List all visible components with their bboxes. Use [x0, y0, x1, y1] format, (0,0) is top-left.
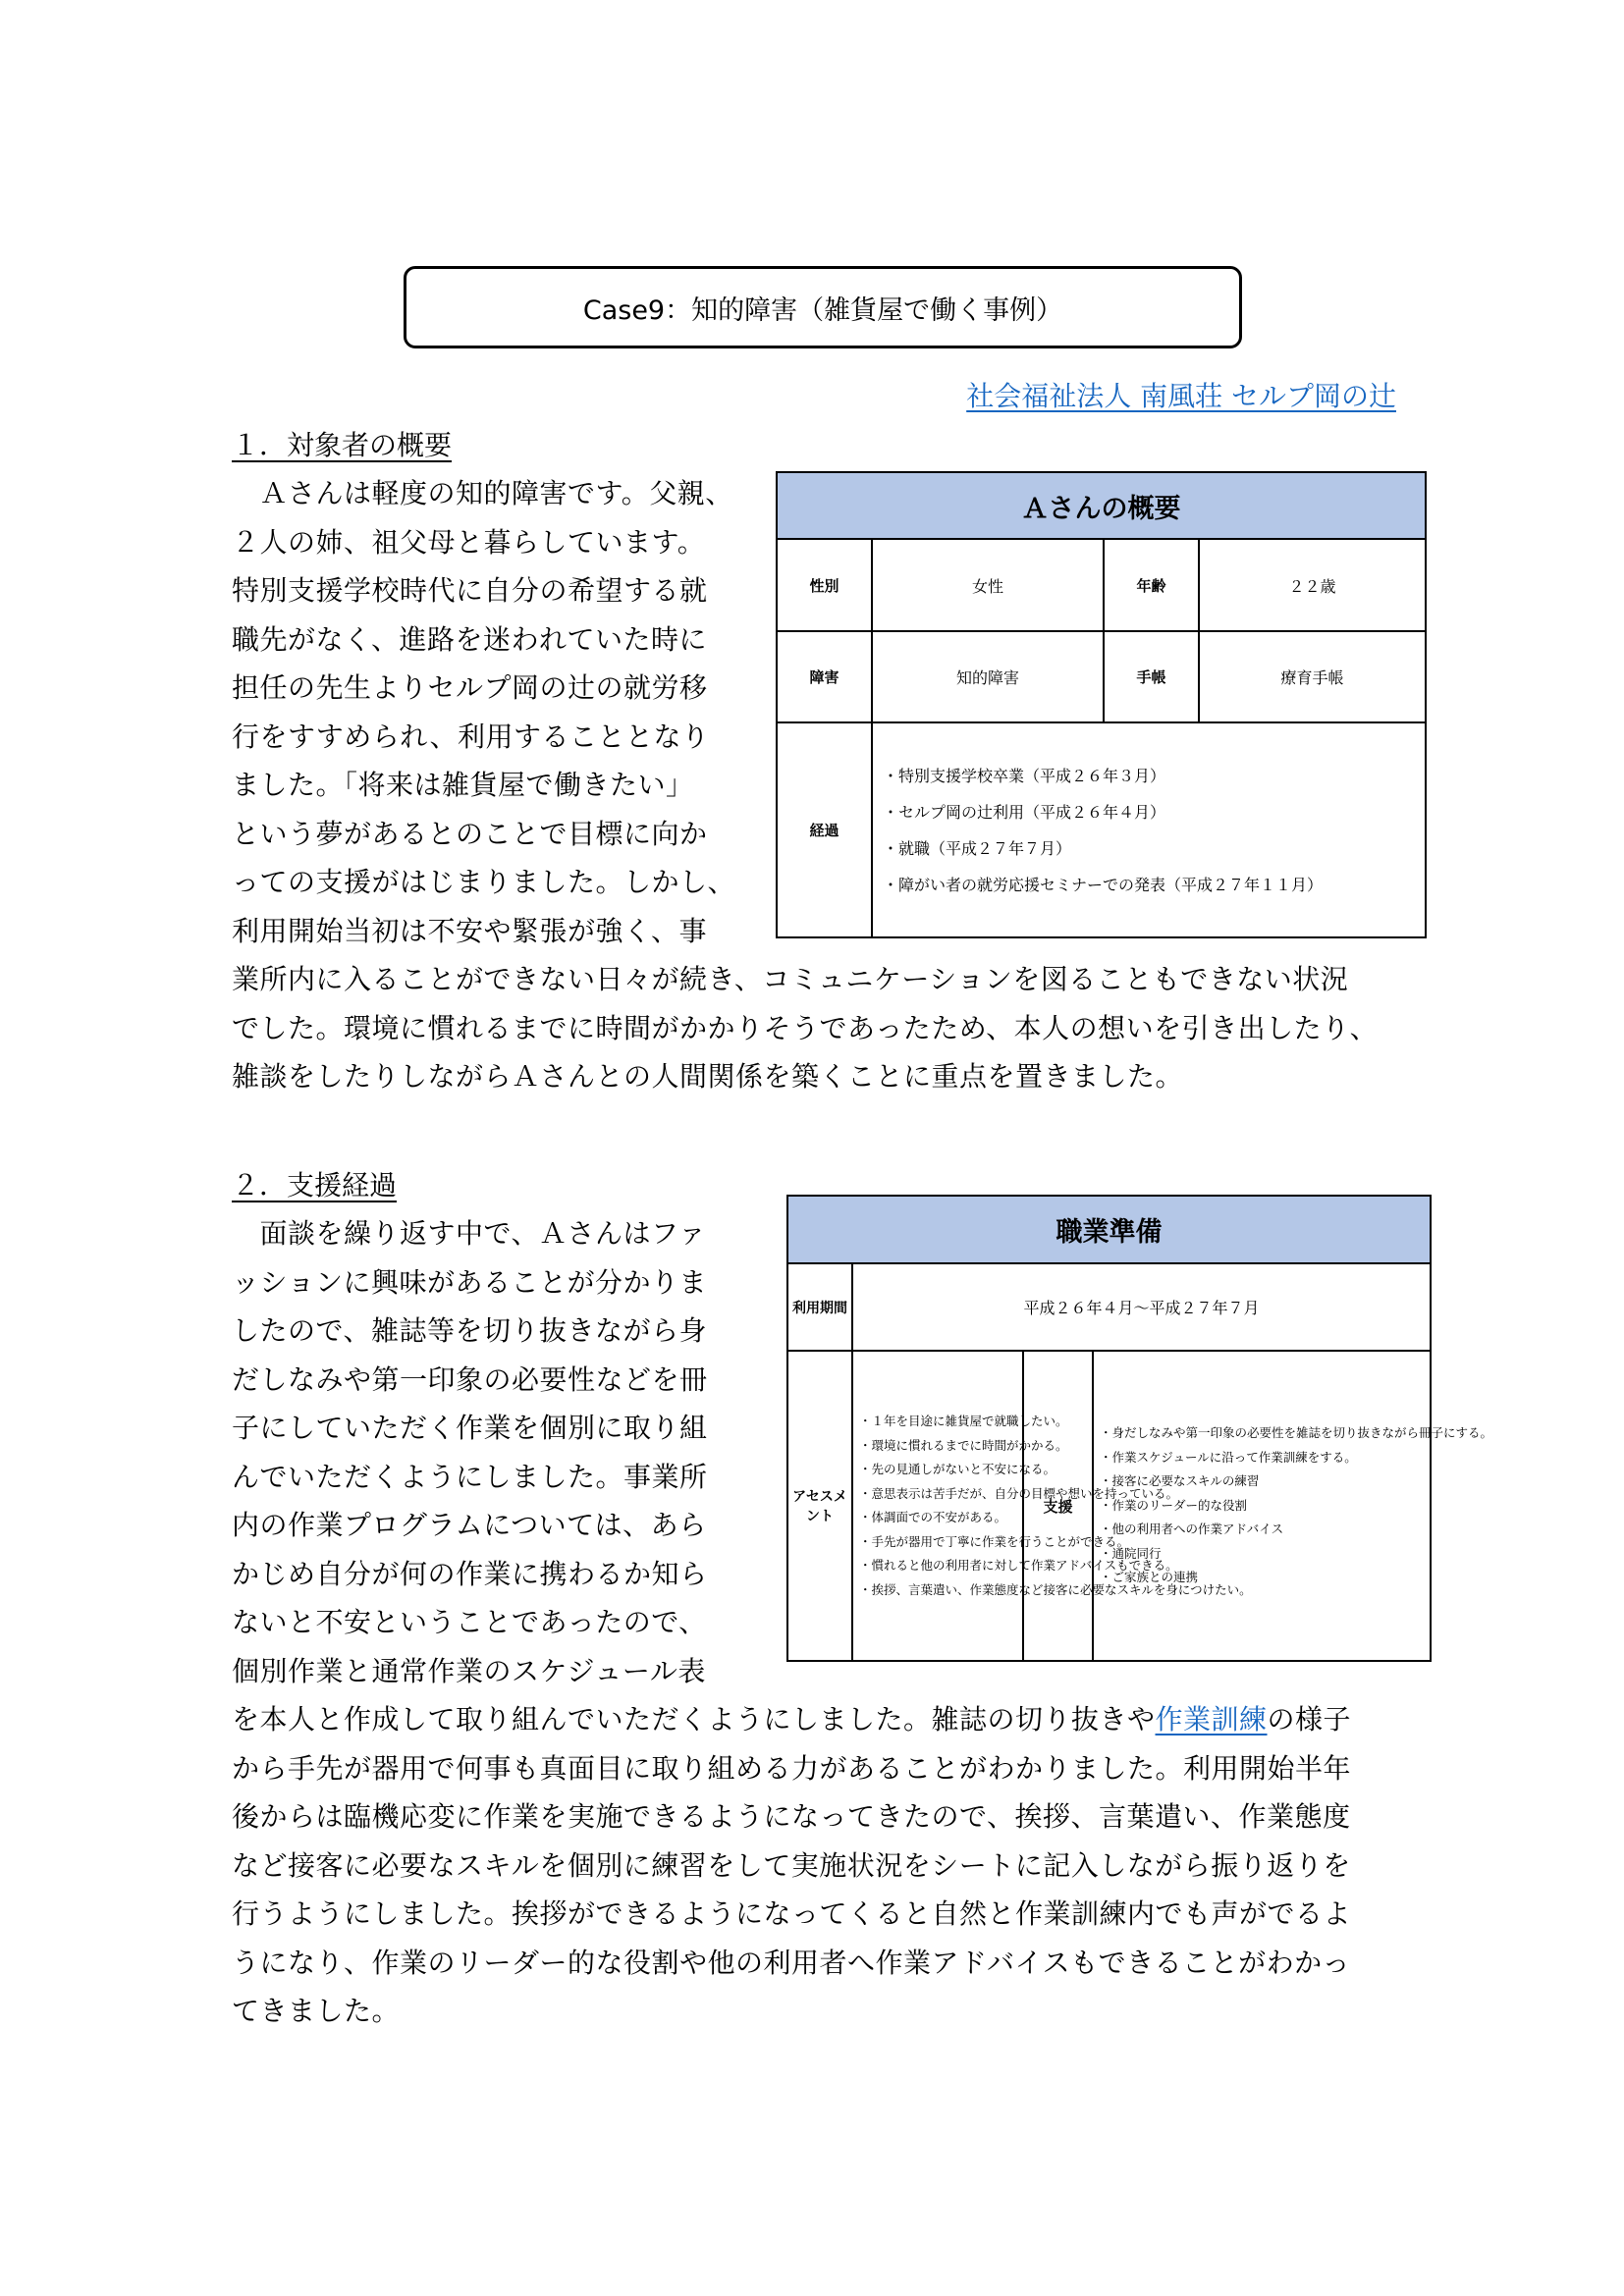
paragraph-line: ないと不安ということであったので、: [232, 1606, 707, 1638]
paragraph-line: 面談を繰り返す中で、Ａさんはファ: [232, 1217, 707, 1250]
vocational-prep-table: [786, 1195, 1493, 1662]
paragraph-line: という夢があるとのことで目標に向か: [232, 817, 708, 850]
paragraph-line: んでいただくようにしました。事業所: [232, 1460, 708, 1493]
history-item: ・就職（平成２７年７月）: [883, 838, 1072, 858]
section1-heading: １．対象者の概要: [232, 429, 453, 461]
profile-table-title: Ａさんの概要: [777, 472, 1426, 539]
assessment-item: ・慣れると他の利用者に対して作業アドバイスもできる。: [859, 1558, 1178, 1573]
paragraph-line: てきました。: [232, 1995, 401, 2027]
support-item: ・ご家族との連携: [1100, 1570, 1199, 1585]
age-value: ２２歳: [1199, 539, 1426, 631]
support-item: ・作業スケジュールに沿って作業訓練をする。: [1100, 1449, 1357, 1465]
paragraph-line-with-link: [232, 1695, 1351, 1744]
paragraph-line: ２人の姉、祖父母と暮らしています。: [232, 525, 706, 559]
assessment-item: ・意思表示は苦手だが、自分の目標や想いを持っている。: [859, 1485, 1179, 1501]
history-item: ・特別支援学校卒業（平成２６年３月）: [883, 766, 1166, 785]
paragraph-line: 職先がなく、進路を迷われていた時に: [232, 622, 707, 656]
paragraph-line: うになり、作業のリーダー的な役割や他の利用者へ作業アドバイスもできることがわかっ: [232, 1946, 1351, 1979]
gender-label: 性別: [777, 539, 872, 631]
paragraph-line: 利用開始当初は不安や緊張が強く、事: [232, 914, 707, 947]
gender-value: 女性: [872, 539, 1104, 631]
document-title: Case9：知的障害（雑貨屋で働く事例）: [582, 294, 1063, 326]
paragraph-line: ッションに興味があることが分かりま: [232, 1265, 707, 1299]
paragraph-line: したので、雑誌等を切り抜きながら身: [232, 1314, 707, 1347]
assessment-item: ・挨拶、言葉遣い、作業態度など接客に必要なスキルを身につけたい。: [859, 1581, 1252, 1597]
paragraph-line: から手先が器用で何事も真面目に取り組める力があることがわかりました。利用開始半年: [232, 1751, 1352, 1785]
assessment-item: ・体調面での不安がある。: [859, 1510, 1007, 1524]
organization-link[interactable]: 社会福祉法人 南風荘 セルプ岡の辻: [966, 380, 1396, 412]
history-item: ・セルプ岡の辻利用（平成２６年４月）: [883, 802, 1166, 822]
paragraph-line: 個別作業と通常作業のスケジュール表: [232, 1654, 706, 1687]
support-item: ・身だしなみや第一印象の必要性を雑誌を切り抜きながら冊子にする。: [1100, 1425, 1493, 1441]
disability-value: 知的障害: [872, 631, 1104, 722]
assessment-item: ・手先が器用で丁寧に作業を行うことができる。: [859, 1533, 1130, 1549]
paragraph-line: 行うようにしました。挨拶ができるようになってくると自然と作業訓練内でも声がでるよ: [232, 1897, 1352, 1930]
assessment-label: アセスメント: [787, 1351, 852, 1661]
training-link[interactable]: 作業訓練: [1155, 1703, 1268, 1735]
paragraph-line: でした。環境に慣れるまでに時間がかかりそうであったため、本人の想いを引き出したり、: [232, 1011, 1379, 1044]
period-value: 平成２６年４月～平成２７年７月: [852, 1263, 1431, 1351]
support-item: ・作業のリーダー的な役割: [1100, 1497, 1248, 1513]
handbook-label: 手帳: [1104, 631, 1199, 722]
assessment-item: ・１年を目途に雑貨屋で就職したい。: [859, 1414, 1068, 1428]
history-list: [872, 722, 1426, 937]
support-label: 支援: [1023, 1351, 1093, 1661]
paragraph-line: 後からは臨機応変に作業を実施できるようになってきたので、挨拶、言葉遣い、作業態度: [232, 1800, 1351, 1833]
assessment-item: ・環境に慣れるまでに時間がかかる。: [859, 1437, 1068, 1453]
paragraph-line: かじめ自分が何の作業に携わるか知ら: [232, 1557, 708, 1590]
age-label: 年齢: [1104, 539, 1199, 631]
text-after-link: の様子: [1267, 1703, 1352, 1735]
paragraph-line: 子にしていただく作業を個別に取り組: [232, 1412, 708, 1444]
paragraph-line: 特別支援学校時代に自分の希望する就: [232, 574, 708, 607]
support-item: ・接客に必要なスキルの練習: [1100, 1473, 1260, 1489]
document-title-box: [404, 266, 1242, 348]
profile-table: [776, 471, 1427, 938]
support-item: ・他の利用者への作業アドバイス: [1100, 1522, 1284, 1537]
history-item: ・障がい者の就労応援セミナーでの発表（平成２７年１１月）: [883, 875, 1324, 894]
section2-heading: ２．支援経過: [232, 1169, 398, 1201]
history-label: 経過: [777, 722, 872, 937]
paragraph-line: 業所内に入ることができない日々が続き、コミュニケーションを図ることもできない状況: [232, 963, 1349, 995]
paragraph-line: など接客に必要なスキルを個別に練習をして実施状況をシートに記入しながら振り返りを: [232, 1848, 1351, 1882]
handbook-value: 療育手帳: [1199, 631, 1426, 722]
paragraph-line: だしなみや第一印象の必要性などを冊: [232, 1362, 708, 1396]
paragraph-line: ました。「将来は雑貨屋で働きたい」: [232, 769, 694, 801]
prep-table-title: 職業準備: [787, 1196, 1431, 1263]
text-before-link: を本人と作成して取り組んでいただくようにしました。雑誌の切り抜きや: [232, 1703, 1156, 1735]
paragraph-line: 担任の先生よりセルプ岡の辻の就労移: [232, 671, 708, 704]
paragraph-line: っての支援がはじまりました。しかし、: [232, 866, 736, 898]
disability-label: 障害: [777, 631, 872, 722]
paragraph-line: 雑談をしたりしながらＡさんとの人間関係を築くことに重点を置きました。: [232, 1060, 1184, 1093]
support-item: ・通院同行: [1100, 1545, 1162, 1561]
paragraph-line: 行をすすめられ、利用することとなり: [232, 720, 710, 753]
period-label: 利用期間: [787, 1263, 852, 1351]
support-list: [1093, 1351, 1493, 1661]
paragraph-line: 内の作業プログラムについては、あら: [232, 1509, 707, 1541]
paragraph-line: Ａさんは軽度の知的障害です。父親、: [232, 477, 733, 509]
assessment-item: ・先の見通しがないと不安になる。: [859, 1462, 1056, 1476]
